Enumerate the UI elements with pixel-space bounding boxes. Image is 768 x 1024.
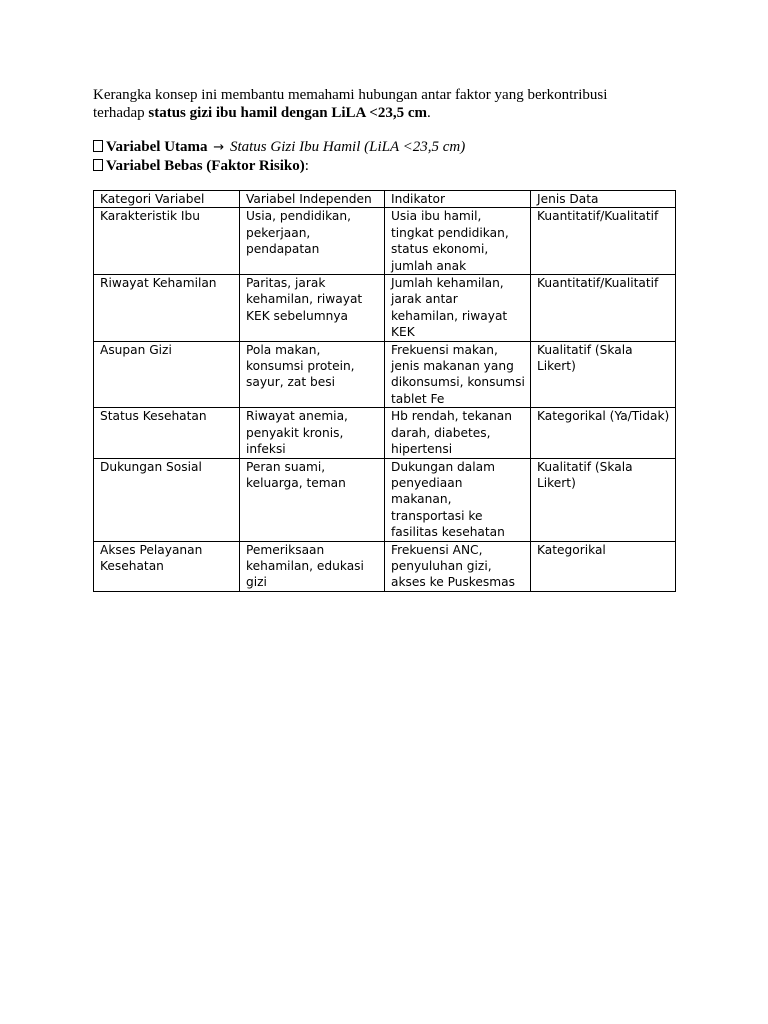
missing-glyph-icon (93, 140, 103, 152)
right-arrow-icon: → (213, 140, 225, 155)
variable-table (93, 190, 676, 592)
cell-variabel: Peran suami, keluarga, teman (240, 458, 385, 541)
table-row (94, 208, 676, 275)
table-row (94, 341, 676, 408)
cell-indikator: Usia ibu hamil, tingkat pendidikan, status ekonomi, jumlah anak (385, 208, 531, 275)
header-indikator: Indikator (385, 191, 531, 208)
cell-variabel: Pemeriksaan kehamilan, edukasi gizi (240, 541, 385, 591)
cell-kategori: Status Kesehatan (94, 408, 240, 458)
cell-variabel: Pola makan, konsumsi protein, sayur, zat besi (240, 341, 385, 408)
header-jenis-data: Jenis Data (531, 191, 676, 208)
intro-line-1: Kerangka konsep ini membantu memahami hubungan antar faktor yang berkontribusi (93, 87, 608, 103)
header-kategori: Kategori Variabel (94, 191, 240, 208)
intro-line-2-suffix: . (426, 105, 431, 121)
missing-glyph-icon (93, 159, 103, 171)
independent-variable-line (93, 157, 683, 175)
cell-indikator: Hb rendah, tekanan darah, diabetes, hipertensi (385, 408, 531, 458)
cell-variabel: Usia, pendidikan, pekerjaan, pendapatan (240, 208, 385, 275)
cell-indikator: Jumlah kehamilan, jarak antar kehamilan, riwayat KEK (385, 275, 531, 342)
table-row (94, 458, 676, 541)
cell-kategori: Asupan Gizi (94, 341, 240, 408)
cell-indikator: Frekuensi makan, jenis makanan yang dikonsumsi, konsumsi tablet Fe (385, 341, 531, 408)
cell-kategori: Riwayat Kehamilan (94, 275, 240, 342)
document-page (93, 86, 683, 590)
main-variable-line (93, 138, 683, 157)
cell-jenis-data: Kuantitatif/Kualitatif (531, 275, 676, 342)
cell-jenis-data: Kualitatif (Skala Likert) (531, 341, 676, 408)
independent-variable-label: Variabel Bebas (Faktor Risiko) (106, 158, 305, 174)
cell-jenis-data: Kategorikal (Ya/Tidak) (531, 408, 676, 458)
cell-indikator: Dukungan dalam penyediaan makanan, transportasi ke fasilitas kesehatan (385, 458, 531, 541)
table-row (94, 541, 676, 591)
cell-jenis-data: Kuantitatif/Kualitatif (531, 208, 676, 275)
cell-variabel: Paritas, jarak kehamilan, riwayat KEK sebelumnya (240, 275, 385, 342)
cell-kategori: Karakteristik Ibu (94, 208, 240, 275)
table-header-row (94, 191, 676, 208)
cell-indikator: Frekuensi ANC, penyuluhan gizi, akses ke Puskesmas (385, 541, 531, 591)
main-variable-label: Variabel Utama (106, 139, 208, 155)
intro-line-2-prefix: terhadap (93, 105, 149, 121)
main-variable-value: Status Gizi Ibu Hamil (LiLA <23,5 cm) (229, 139, 466, 155)
cell-kategori: Dukungan Sosial (94, 458, 240, 541)
cell-jenis-data: Kategorikal (531, 541, 676, 591)
table-row (94, 408, 676, 458)
cell-variabel: Riwayat anemia, penyakit kronis, infeksi (240, 408, 385, 458)
table-row (94, 275, 676, 342)
intro-emphasis: status gizi ibu hamil dengan LiLA <23,5 cm (148, 105, 427, 121)
cell-jenis-data: Kualitatif (Skala Likert) (531, 458, 676, 541)
intro-paragraph (93, 86, 683, 122)
header-variabel-independen: Variabel Independen (240, 191, 385, 208)
independent-variable-colon: : (304, 158, 309, 174)
variable-summary (93, 138, 683, 175)
cell-kategori: Akses Pelayanan Kesehatan (94, 541, 240, 591)
